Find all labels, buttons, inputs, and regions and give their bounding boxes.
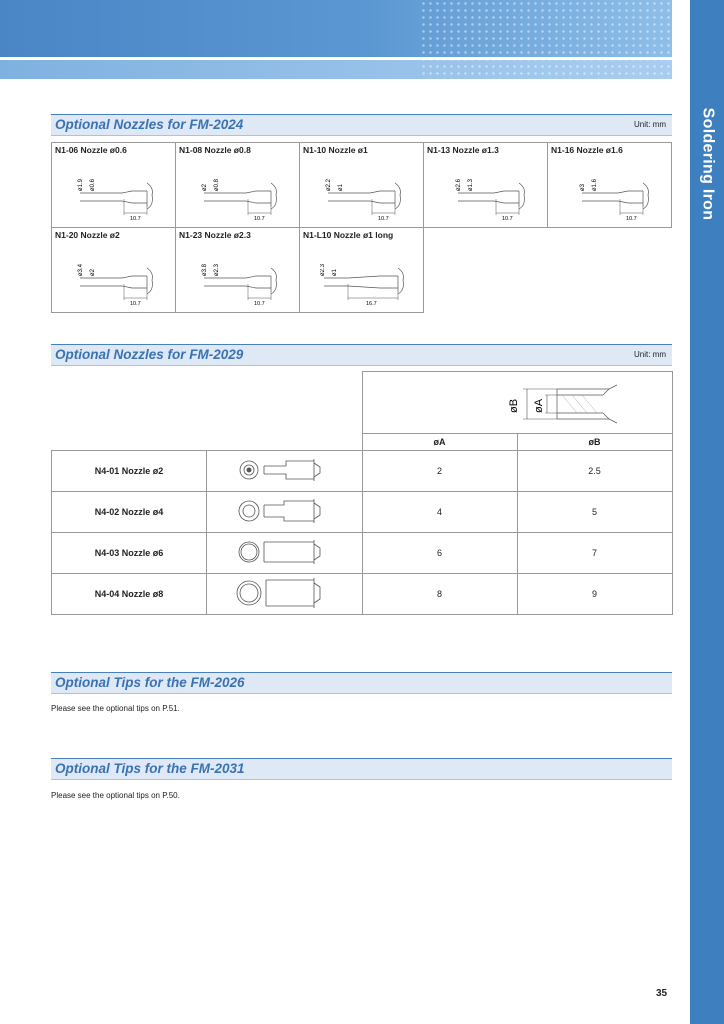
blank-cell (52, 434, 207, 451)
nozzle-cell (548, 143, 672, 228)
nozzle-cell (300, 228, 424, 313)
nozzle-cell (176, 143, 300, 228)
empty-cell (424, 228, 548, 313)
nozzle-thumbnail (207, 533, 363, 574)
section-title: Optional Tips for the FM-2031 (55, 761, 245, 776)
nozzle-icon (234, 577, 334, 609)
blank-cell (207, 372, 363, 434)
dim-outer: ø3.8 (202, 263, 208, 276)
nozzle-cell (424, 143, 548, 228)
section-header-fm2026 (51, 672, 672, 694)
section-title: Optional Nozzles for FM-2029 (55, 347, 244, 362)
page-number: 35 (656, 988, 668, 999)
nozzle-thumbnail (207, 574, 363, 615)
dim-length: 10.7 (130, 301, 141, 307)
side-tab-label: Soldering Iron (699, 107, 716, 221)
value-a: 8 (362, 574, 517, 615)
nozzle-drawing (196, 248, 296, 308)
dim-length: 10.7 (254, 301, 265, 307)
side-tab-title (690, 84, 724, 244)
dim-inner: ø1 (332, 268, 338, 276)
nozzle-drawing (320, 163, 420, 223)
section-note: Please see the optional tips on P.50. (51, 791, 180, 800)
nozzle-cell (52, 143, 176, 228)
blank-cell (52, 372, 207, 434)
nozzle-cell (176, 228, 300, 313)
empty-cell (548, 228, 672, 313)
diagram-label-b: øB (508, 398, 520, 413)
header-dot-pattern (420, 0, 672, 79)
unit-label: Unit: mm (634, 350, 666, 359)
section-note: Please see the optional tips on P.51. (51, 704, 180, 713)
nozzle-name: N1-23 Nozzle ø2.3 (179, 230, 251, 240)
dim-outer: ø3.4 (78, 263, 84, 276)
dim-inner: ø1.6 (592, 178, 598, 191)
dim-length: 10.7 (130, 216, 141, 222)
nozzle-table-fm2029 (51, 371, 673, 615)
nozzle-drawing (444, 163, 544, 223)
dimension-diagram-cell (362, 372, 672, 434)
nozzle-name: N4-03 Nozzle ø6 (52, 533, 207, 574)
value-b: 5 (517, 492, 672, 533)
diagram-label-a: øA (533, 398, 545, 413)
dim-inner: ø2 (90, 268, 96, 276)
nozzle-name: N1-08 Nozzle ø0.8 (179, 145, 251, 155)
nozzle-name: N1-06 Nozzle ø0.6 (55, 145, 127, 155)
dim-outer: ø3 (580, 183, 586, 191)
section-title: Optional Tips for the FM-2026 (55, 675, 245, 690)
dim-inner: ø0.6 (90, 178, 96, 191)
nozzle-name: N4-04 Nozzle ø8 (52, 574, 207, 615)
nozzle-cell (300, 143, 424, 228)
nozzle-icon (234, 537, 334, 567)
nozzle-cell (52, 228, 176, 313)
dim-inner: ø2.3 (214, 263, 220, 276)
value-b: 9 (517, 574, 672, 615)
value-b: 2.5 (517, 451, 672, 492)
nozzle-grid-fm2024 (51, 142, 672, 313)
dim-inner: ø0.8 (214, 178, 220, 191)
dim-length: 10.7 (626, 216, 637, 222)
blank-cell (207, 434, 363, 451)
nozzle-dimension-diagram (417, 373, 617, 431)
dim-inner: ø1.3 (468, 178, 474, 191)
nozzle-name: N1-L10 Nozzle ø1 long (303, 230, 394, 240)
nozzle-thumbnail (207, 451, 363, 492)
dim-outer: ø1.9 (78, 178, 84, 191)
dim-outer: ø2.3 (320, 263, 326, 276)
nozzle-icon (234, 455, 334, 485)
dim-outer: ø2.6 (456, 178, 462, 191)
dim-inner: ø1 (338, 183, 344, 191)
nozzle-name: N4-01 Nozzle ø2 (52, 451, 207, 492)
nozzle-drawing (72, 163, 172, 223)
unit-label: Unit: mm (634, 120, 666, 129)
dim-outer: ø2.2 (326, 178, 332, 191)
value-a: 2 (362, 451, 517, 492)
dim-length: 10.7 (502, 216, 513, 222)
nozzle-drawing (568, 163, 668, 223)
nozzle-name: N1-20 Nozzle ø2 (55, 230, 120, 240)
nozzle-name: N4-02 Nozzle ø4 (52, 492, 207, 533)
section-header-fm2024 (51, 114, 672, 136)
dim-length: 16.7 (366, 301, 377, 307)
dim-outer: ø2 (202, 183, 208, 191)
nozzle-thumbnail (207, 492, 363, 533)
section-title: Optional Nozzles for FM-2024 (55, 117, 244, 132)
nozzle-icon (234, 496, 334, 526)
nozzle-name: N1-16 Nozzle ø1.6 (551, 145, 623, 155)
column-header-b: øB (517, 434, 672, 451)
dim-length: 10.7 (378, 216, 389, 222)
value-b: 7 (517, 533, 672, 574)
section-header-fm2029 (51, 344, 672, 366)
nozzle-drawing (320, 248, 420, 308)
nozzle-name: N1-13 Nozzle ø1.3 (427, 145, 499, 155)
column-header-a: øA (362, 434, 517, 451)
value-a: 6 (362, 533, 517, 574)
nozzle-drawing (196, 163, 296, 223)
section-header-fm2031 (51, 758, 672, 780)
nozzle-drawing (72, 248, 172, 308)
nozzle-name: N1-10 Nozzle ø1 (303, 145, 368, 155)
value-a: 4 (362, 492, 517, 533)
dim-length: 10.7 (254, 216, 265, 222)
